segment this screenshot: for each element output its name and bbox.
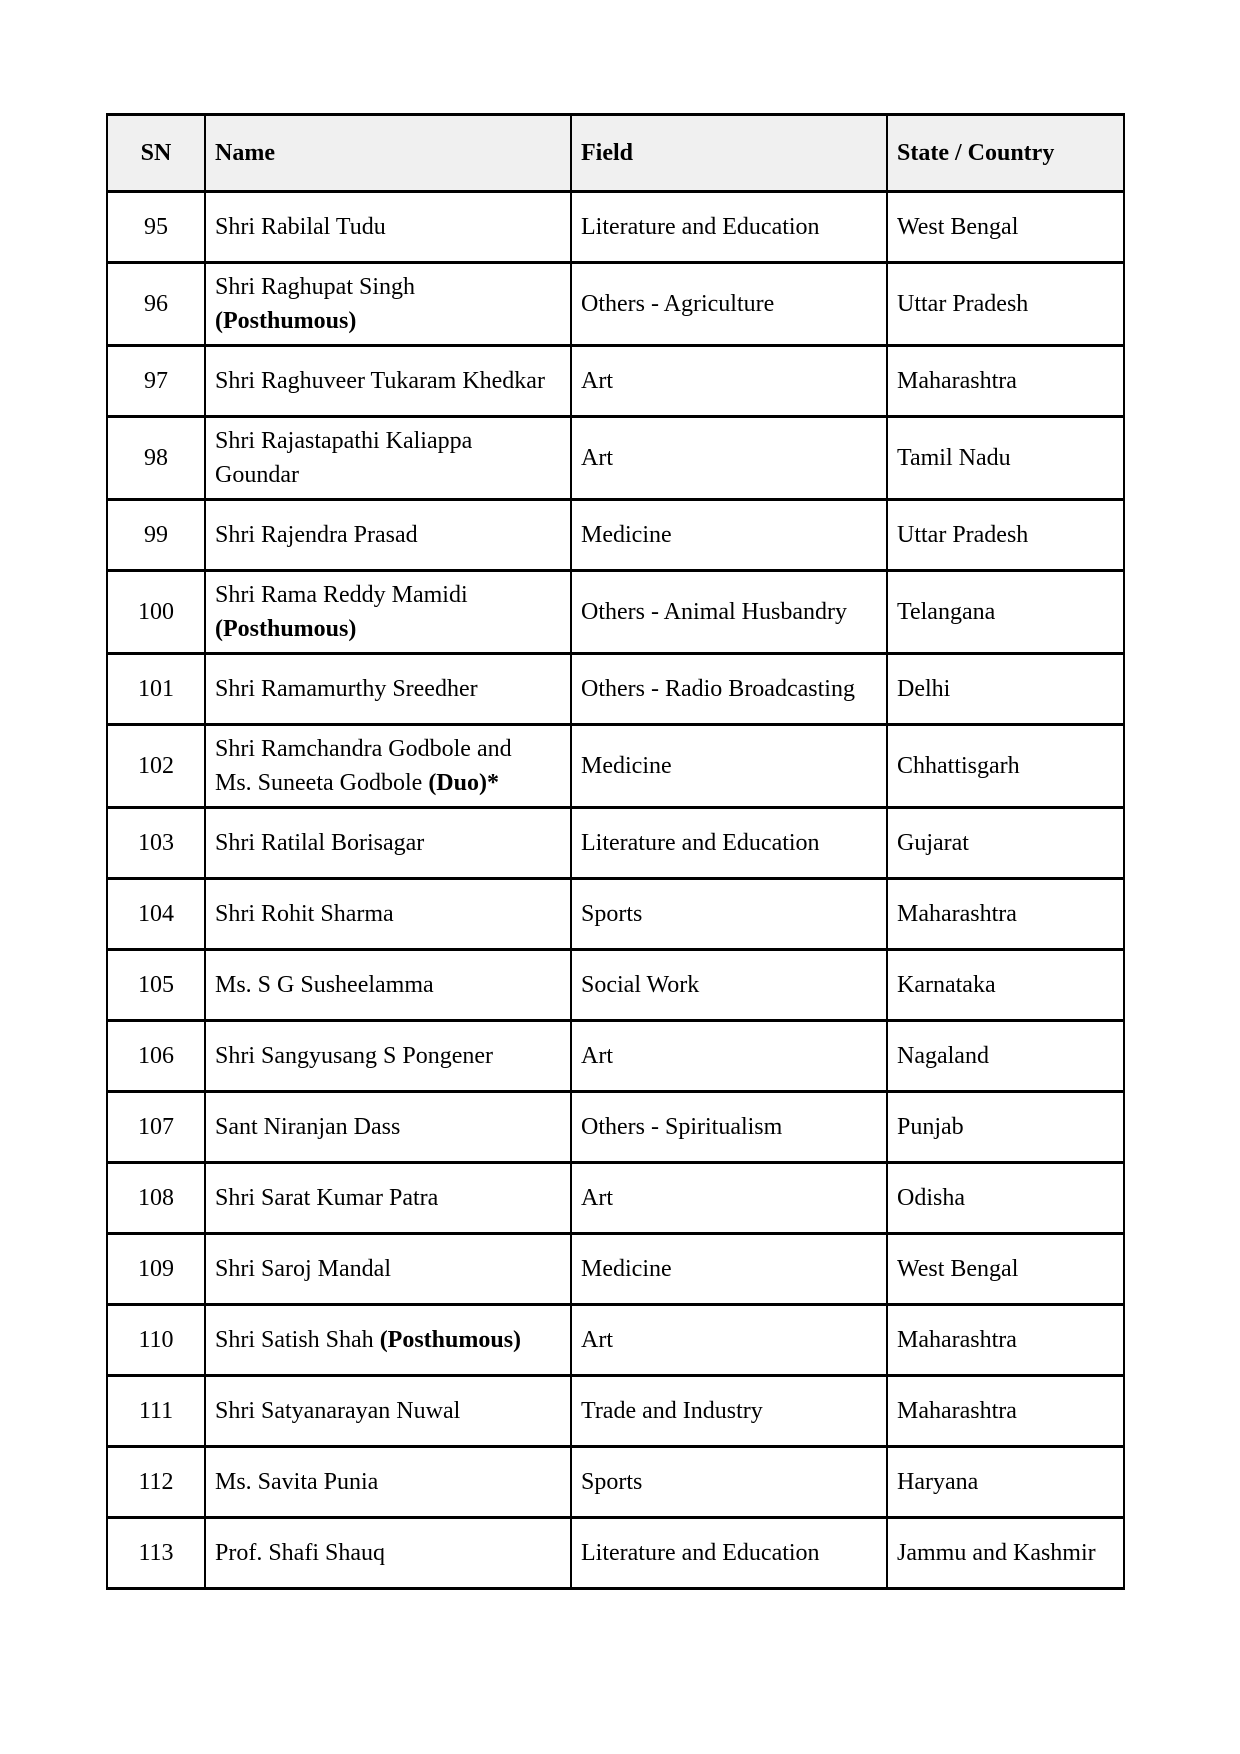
- name-text-segment: Shri Saroj Mandal: [215, 1255, 391, 1282]
- table-row: [107, 950, 1124, 1021]
- cell-field: Social Work: [571, 950, 887, 1021]
- cell-name: [205, 1305, 571, 1376]
- table-row: [107, 1305, 1124, 1376]
- cell-name: [205, 654, 571, 725]
- cell-sn: 98: [107, 417, 205, 500]
- cell-field: Others - Spiritualism: [571, 1092, 887, 1163]
- cell-field: Others - Animal Husbandry: [571, 571, 887, 654]
- cell-name: [205, 263, 571, 346]
- name-text-segment: Shri Ramchandra Godbole and: [215, 735, 512, 762]
- column-header-field: Field: [571, 115, 887, 192]
- cell-state: Odisha: [887, 1163, 1124, 1234]
- table-row: [107, 1163, 1124, 1234]
- table-row: [107, 725, 1124, 808]
- cell-state: Punjab: [887, 1092, 1124, 1163]
- table-row: [107, 571, 1124, 654]
- cell-name: [205, 808, 571, 879]
- name-text-segment: Sant Niranjan Dass: [215, 1113, 401, 1140]
- cell-state: Haryana: [887, 1447, 1124, 1518]
- cell-field: Literature and Education: [571, 1518, 887, 1589]
- cell-name: [205, 879, 571, 950]
- cell-sn: 101: [107, 654, 205, 725]
- cell-name: [205, 1518, 571, 1589]
- cell-field: Sports: [571, 879, 887, 950]
- name-text-segment: Shri Ramamurthy Sreedher: [215, 675, 478, 702]
- table-row: [107, 1447, 1124, 1518]
- name-bold-segment: (Posthumous): [215, 308, 357, 334]
- cell-name: [205, 417, 571, 500]
- cell-sn: 106: [107, 1021, 205, 1092]
- name-text-segment: Shri Satyanarayan Nuwal: [215, 1397, 461, 1424]
- cell-name: [205, 1376, 571, 1447]
- name-bold-segment: (Duo)*: [428, 770, 499, 796]
- cell-name: [205, 192, 571, 263]
- table-body: [107, 192, 1124, 1589]
- cell-name: [205, 1234, 571, 1305]
- cell-state: West Bengal: [887, 1234, 1124, 1305]
- table-row: [107, 654, 1124, 725]
- table-row: [107, 1092, 1124, 1163]
- cell-field: Medicine: [571, 500, 887, 571]
- cell-state: Tamil Nadu: [887, 417, 1124, 500]
- name-text-segment: Shri Rama Reddy Mamidi: [215, 581, 468, 608]
- cell-name: [205, 950, 571, 1021]
- column-header-state: State / Country: [887, 115, 1124, 192]
- name-text-segment: Prof. Shafi Shauq: [215, 1539, 385, 1566]
- table-row: [107, 1021, 1124, 1092]
- cell-state: Jammu and Kashmir: [887, 1518, 1124, 1589]
- table-row: [107, 192, 1124, 263]
- table-row: [107, 346, 1124, 417]
- name-text-segment: Shri Ratilal Borisagar: [215, 829, 425, 856]
- cell-sn: 97: [107, 346, 205, 417]
- name-text-segment: Goundar: [215, 462, 299, 488]
- name-text-segment: Ms. Savita Punia: [215, 1468, 379, 1495]
- cell-name: [205, 1447, 571, 1518]
- table-row: [107, 1234, 1124, 1305]
- name-text-segment: Shri Rabilal Tudu: [215, 213, 386, 240]
- name-text-segment: Shri Raghuveer Tukaram Khedkar: [215, 367, 545, 394]
- cell-name: [205, 1163, 571, 1234]
- cell-state: Telangana: [887, 571, 1124, 654]
- cell-sn: 110: [107, 1305, 205, 1376]
- table-row: [107, 1376, 1124, 1447]
- cell-field: Art: [571, 1305, 887, 1376]
- name-text-segment: Shri Raghupat Singh: [215, 273, 416, 300]
- cell-sn: 103: [107, 808, 205, 879]
- name-text-segment: Shri Rajastapathi Kaliappa: [215, 427, 473, 454]
- cell-sn: 104: [107, 879, 205, 950]
- cell-sn: 112: [107, 1447, 205, 1518]
- cell-sn: 105: [107, 950, 205, 1021]
- cell-field: Others - Agriculture: [571, 263, 887, 346]
- cell-state: Maharashtra: [887, 879, 1124, 950]
- table-row: [107, 879, 1124, 950]
- cell-name: [205, 1092, 571, 1163]
- cell-state: Gujarat: [887, 808, 1124, 879]
- cell-state: Delhi: [887, 654, 1124, 725]
- cell-field: Medicine: [571, 1234, 887, 1305]
- cell-name: [205, 725, 571, 808]
- cell-sn: 99: [107, 500, 205, 571]
- cell-field: Literature and Education: [571, 192, 887, 263]
- cell-state: West Bengal: [887, 192, 1124, 263]
- table-row: [107, 417, 1124, 500]
- cell-sn: 100: [107, 571, 205, 654]
- cell-state: Chhattisgarh: [887, 725, 1124, 808]
- cell-field: Sports: [571, 1447, 887, 1518]
- cell-sn: 102: [107, 725, 205, 808]
- cell-state: Maharashtra: [887, 1305, 1124, 1376]
- cell-field: Art: [571, 346, 887, 417]
- name-bold-segment: (Posthumous): [215, 616, 357, 642]
- name-text-segment: Shri Rajendra Prasad: [215, 521, 418, 548]
- cell-sn: 111: [107, 1376, 205, 1447]
- cell-sn: 113: [107, 1518, 205, 1589]
- cell-name: [205, 346, 571, 417]
- cell-state: Maharashtra: [887, 346, 1124, 417]
- cell-state: Nagaland: [887, 1021, 1124, 1092]
- cell-sn: 109: [107, 1234, 205, 1305]
- cell-field: Trade and Industry: [571, 1376, 887, 1447]
- table-row: [107, 1518, 1124, 1589]
- cell-field: Medicine: [571, 725, 887, 808]
- name-bold-segment: (Posthumous): [379, 1326, 522, 1353]
- table-header-row: [107, 115, 1124, 192]
- cell-field: Art: [571, 1163, 887, 1234]
- cell-field: Literature and Education: [571, 808, 887, 879]
- table-row: [107, 263, 1124, 346]
- cell-name: [205, 1021, 571, 1092]
- cell-state: Karnataka: [887, 950, 1124, 1021]
- cell-name: [205, 500, 571, 571]
- name-text-segment: Shri Rohit Sharma: [215, 900, 394, 927]
- cell-name: [205, 571, 571, 654]
- cell-sn: 107: [107, 1092, 205, 1163]
- table-row: [107, 500, 1124, 571]
- table-row: [107, 808, 1124, 879]
- name-text-segment: Shri Sarat Kumar Patra: [215, 1184, 439, 1211]
- name-text-segment: Shri Satish Shah: [215, 1326, 380, 1353]
- name-text-segment: Shri Sangyusang S Pongener: [215, 1042, 493, 1069]
- cell-sn: 108: [107, 1163, 205, 1234]
- name-text-segment: Ms. S G Susheelamma: [215, 971, 434, 998]
- column-header-name: Name: [205, 115, 571, 192]
- cell-state: Uttar Pradesh: [887, 500, 1124, 571]
- column-header-sn: SN: [107, 115, 205, 192]
- cell-state: Maharashtra: [887, 1376, 1124, 1447]
- cell-sn: 96: [107, 263, 205, 346]
- name-text-segment: Ms. Suneeta Godbole: [215, 770, 429, 796]
- cell-state: Uttar Pradesh: [887, 263, 1124, 346]
- cell-field: Art: [571, 417, 887, 500]
- awards-table: [106, 113, 1125, 1590]
- cell-sn: 95: [107, 192, 205, 263]
- cell-field: Others - Radio Broadcasting: [571, 654, 887, 725]
- cell-field: Art: [571, 1021, 887, 1092]
